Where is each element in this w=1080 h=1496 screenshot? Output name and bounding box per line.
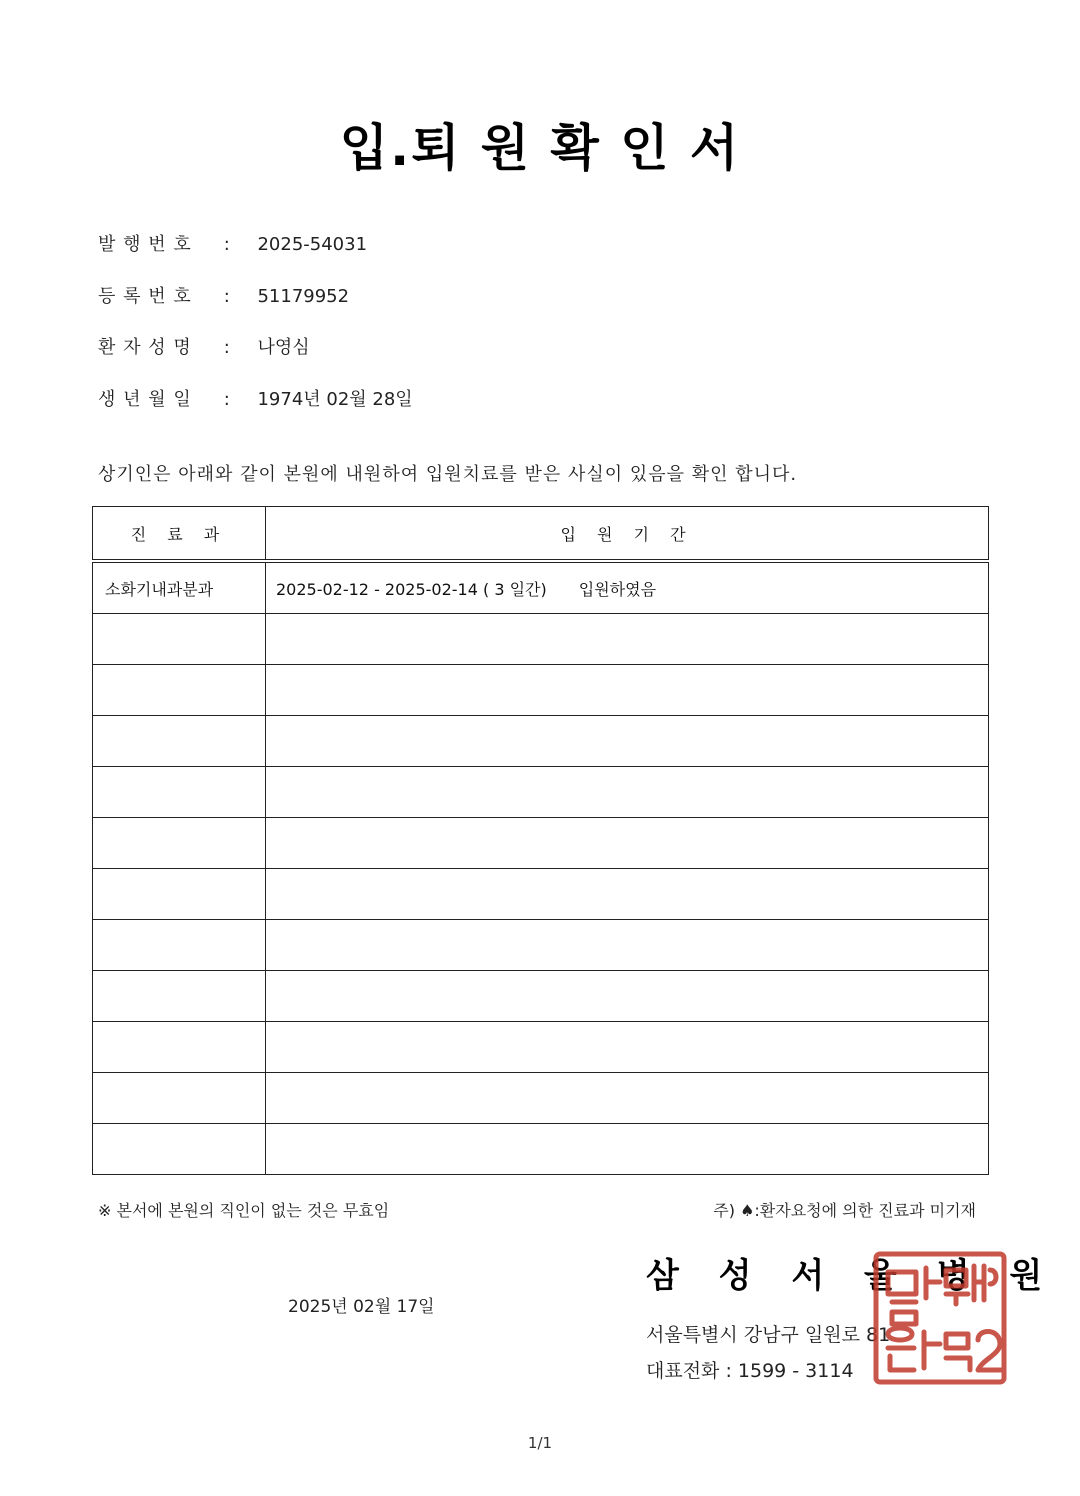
field-label: 발 행 번 호 (98, 234, 192, 255)
period-cell (266, 920, 989, 971)
footnote-department-omission: 주) ♠:환자요청에 의한 진료과 미기재 (713, 1201, 976, 1220)
document-title: 입.퇴 원 확 인 서 (339, 119, 741, 177)
department-cell (93, 818, 266, 869)
period-note: 입원하였음 (578, 579, 657, 599)
period-cell (266, 767, 989, 818)
table-row (93, 716, 989, 767)
hospital-address: 서울특별시 강남구 일원로 81 (646, 1324, 891, 1346)
period-range: 2025-02-12 - 2025-02-14 ( 3 일간) (276, 579, 547, 599)
info-field-birth-date (98, 385, 413, 411)
department-cell (93, 869, 266, 920)
period-cell (266, 561, 989, 614)
period-cell (266, 614, 989, 665)
department-cell: 소화기내과분과 (93, 561, 266, 614)
period-cell (266, 869, 989, 920)
info-field-patient-name (98, 333, 310, 359)
info-field-registration-number (98, 282, 349, 308)
footnote-invalid-without-seal: ※ 본서에 본원의 직인이 없는 것은 무효임 (98, 1201, 390, 1220)
table-row (93, 818, 989, 869)
table-row (93, 561, 989, 614)
confirmation-statement: 상기인은 아래와 같이 본원에 내원하여 입원치료를 받은 사실이 있음을 확인 합니다. (98, 464, 798, 485)
department-cell (93, 971, 266, 1022)
period-cell (266, 1124, 989, 1175)
field-value: 2025-54031 (257, 234, 368, 255)
hospital-phone: 대표전화 : 1599 - 3114 (646, 1360, 854, 1382)
table-header-row (93, 507, 989, 562)
field-colon: : (223, 389, 230, 410)
table-row (93, 869, 989, 920)
header-department: 진 료 과 (93, 507, 266, 562)
table-row (93, 971, 989, 1022)
admission-table (92, 506, 989, 1175)
table-row (93, 1073, 989, 1124)
table-row (93, 1124, 989, 1175)
hospital-seal-icon (870, 1248, 1010, 1388)
table-row (93, 1022, 989, 1073)
field-colon: : (223, 234, 230, 255)
info-field-issue-number (98, 230, 367, 256)
field-colon: : (223, 337, 230, 358)
issue-date: 2025년 02월 17일 (288, 1297, 435, 1317)
department-cell (93, 716, 266, 767)
period-cell (266, 1073, 989, 1124)
department-cell (93, 614, 266, 665)
field-label: 생 년 월 일 (98, 389, 192, 410)
department-cell (93, 767, 266, 818)
field-value: 1974년 02월 28일 (257, 389, 413, 410)
department-cell (93, 920, 266, 971)
department-cell (93, 665, 266, 716)
hospital-name: 삼 성 서 울 병 원 (646, 1256, 1057, 1296)
table-row (93, 665, 989, 716)
table-row (93, 614, 989, 665)
field-colon: : (223, 286, 230, 307)
field-label: 환 자 성 명 (98, 337, 192, 358)
table-row (93, 767, 989, 818)
field-label: 등 록 번 호 (98, 286, 192, 307)
period-cell (266, 1022, 989, 1073)
page-number: 1/1 (527, 1434, 553, 1452)
table-row (93, 920, 989, 971)
field-value: 나영심 (257, 337, 310, 358)
period-cell (266, 818, 989, 869)
period-cell (266, 716, 989, 767)
header-admission-period: 입 원 기 간 (266, 507, 989, 562)
department-cell (93, 1124, 266, 1175)
department-cell (93, 1022, 266, 1073)
period-cell (266, 971, 989, 1022)
period-cell (266, 665, 989, 716)
department-cell (93, 1073, 266, 1124)
field-value: 51179952 (257, 286, 350, 307)
